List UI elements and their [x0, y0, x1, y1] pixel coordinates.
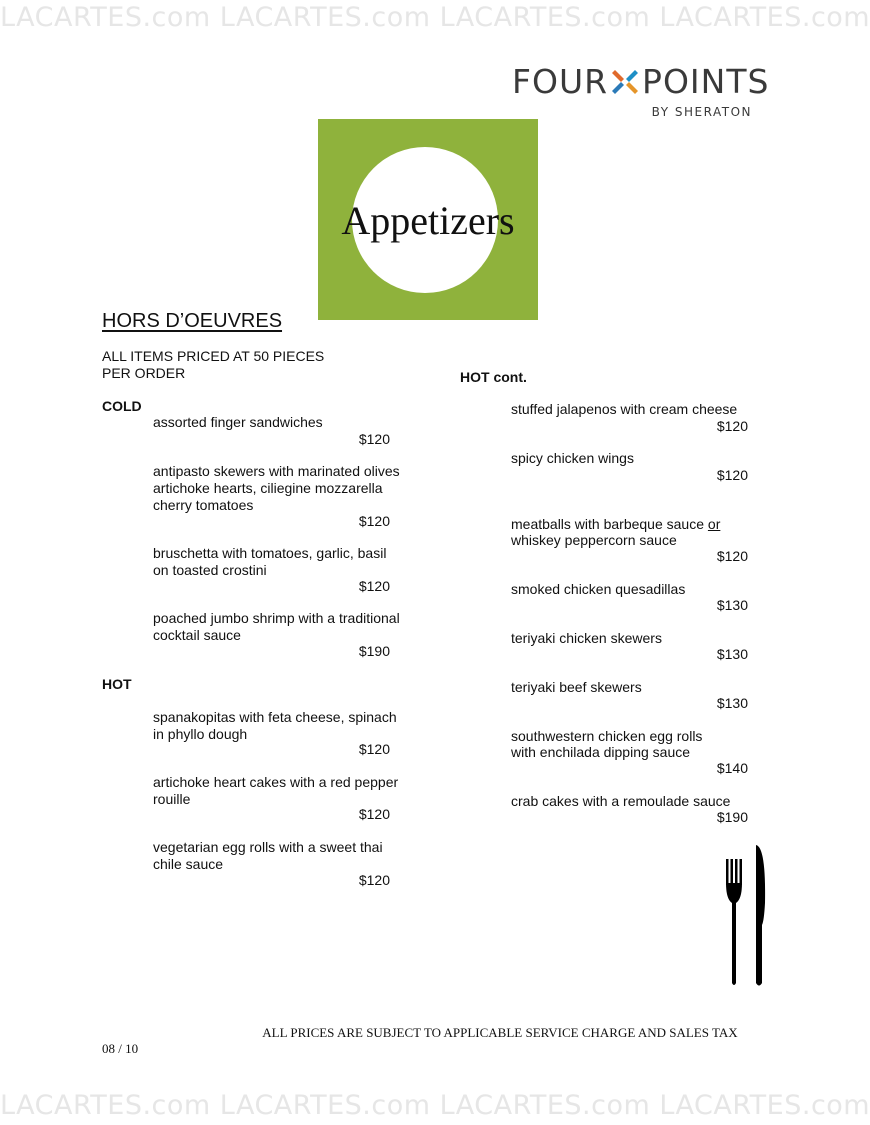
- menu-item-description: assorted finger sandwiches: [153, 414, 323, 430]
- menu-item-description: vegetarian egg rolls with a sweet thai: [153, 839, 383, 855]
- section-title: HORS D’OEUVRES: [102, 310, 283, 332]
- banner-title: Appetizers: [341, 198, 515, 243]
- menu-item-price: $120: [358, 872, 390, 888]
- menu-item-price: $190: [358, 643, 390, 659]
- four-points-x-icon: [612, 66, 638, 96]
- menu-item-description: stuffed jalapenos with cream cheese: [511, 401, 738, 417]
- footer-note: ALL PRICES ARE SUBJECT TO APPLICABLE SERVICE CHARGE AND SALES TAX: [262, 1025, 738, 1040]
- four-points-logo: [512, 62, 772, 122]
- menu-item-price: $120: [716, 418, 748, 434]
- menu-item-description: chile sauce: [153, 856, 224, 872]
- menu-item-description: teriyaki beef skewers: [511, 679, 642, 695]
- menu-item-price: $120: [358, 806, 390, 822]
- menu-item-description: in phyllo dough: [153, 726, 248, 742]
- cold-heading: COLD: [102, 398, 142, 414]
- menu-item-description: with enchilada dipping sauce: [511, 744, 691, 760]
- menu-item-description: whiskey peppercorn sauce: [511, 532, 677, 548]
- logo-text-four: FOUR: [512, 62, 609, 101]
- menu-item-description: rouille: [153, 791, 191, 807]
- menu-item-description: crab cakes with a remoulade sauce: [511, 793, 731, 809]
- watermark-top: LACARTES.com LACARTES.com LACARTES.com LACARTES.com: [0, 2, 870, 33]
- pricing-note-line-2: PER ORDER: [102, 365, 186, 381]
- menu-item-description: southwestern chicken egg rolls: [511, 728, 703, 744]
- menu-item-price: $190: [716, 809, 748, 825]
- menu-item-price: $140: [716, 760, 748, 776]
- watermark-bottom: LACARTES.com LACARTES.com LACARTES.com LACARTES.com: [0, 1090, 870, 1121]
- hot-heading: HOT: [102, 676, 132, 692]
- appetizers-banner: [318, 119, 538, 320]
- menu-item-price: $120: [358, 578, 390, 594]
- menu-item-price: $130: [716, 646, 748, 662]
- hot-cont-heading: HOT cont.: [460, 369, 527, 385]
- menu-item-description: cherry tomatoes: [153, 497, 254, 513]
- menu-item-description: on toasted crostini: [153, 562, 267, 578]
- menu-item-price: $120: [358, 513, 390, 529]
- menu-item-description: spanakopitas with feta cheese, spinach: [153, 709, 397, 725]
- menu-item-description: smoked chicken quesadillas: [511, 581, 686, 597]
- menu-item-description: spicy chicken wings: [511, 450, 634, 466]
- pricing-note-line-1: ALL ITEMS PRICED AT 50 PIECES: [102, 348, 325, 364]
- menu-item-price: $130: [716, 695, 748, 711]
- menu-item-price: $130: [716, 597, 748, 613]
- menu-item-description: meatballs with barbeque sauce or: [511, 516, 721, 532]
- menu-item-description: bruschetta with tomatoes, garlic, basil: [153, 545, 387, 561]
- menu-item-description: antipasto skewers with marinated olives: [153, 463, 400, 479]
- menu-item-price: $120: [358, 431, 390, 447]
- menu-item-description: teriyaki chicken skewers: [511, 630, 662, 646]
- menu-item-price: $120: [716, 467, 748, 483]
- menu-item-description: artichoke hearts, ciliegine mozzarella: [153, 480, 383, 496]
- date-code: 08 / 10: [102, 1041, 139, 1056]
- menu-item-description: cocktail sauce: [153, 627, 241, 643]
- menu-item-price: $120: [716, 548, 748, 564]
- menu-item-price: $120: [358, 741, 390, 757]
- logo-text-points: POINTS: [642, 62, 770, 101]
- menu-item-description: artichoke heart cakes with a red pepper: [153, 774, 399, 790]
- fork-knife-icon: [722, 843, 770, 988]
- menu-item-description: poached jumbo shrimp with a traditional: [153, 610, 400, 626]
- logo-subtitle: BY SHERATON: [651, 105, 752, 119]
